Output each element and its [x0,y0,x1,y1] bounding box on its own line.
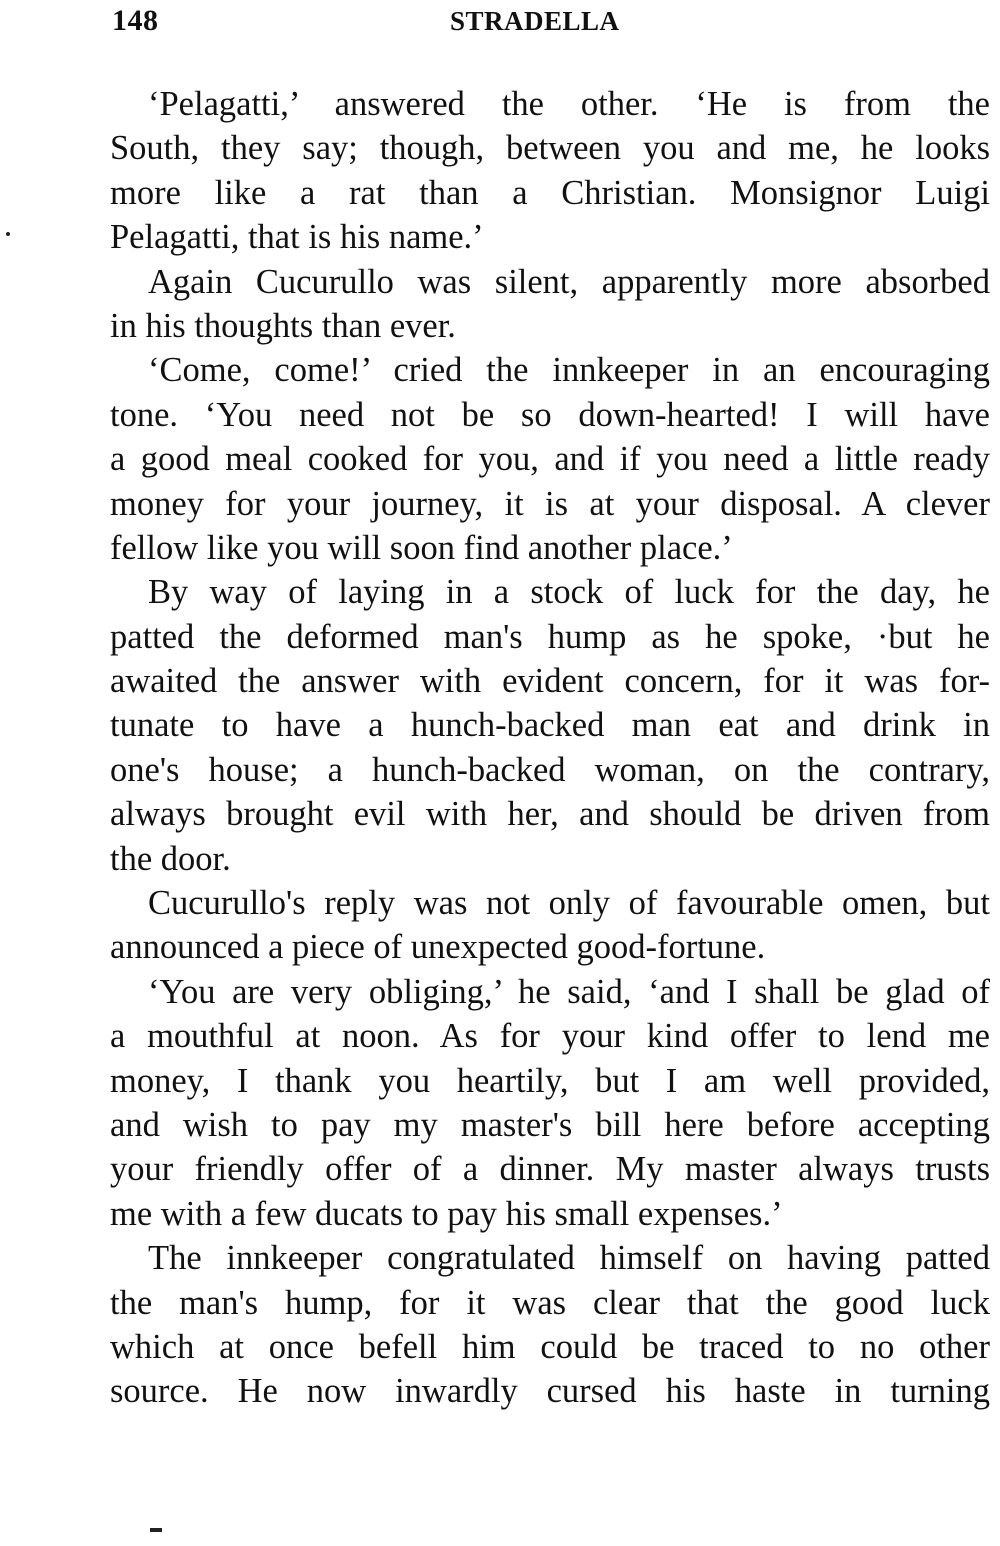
text-line: Pelagatti, that is his name.’ [110,218,484,257]
body-text [110,82,990,1414]
text-line: The innkeeper congratulated himself on having patted [148,1239,990,1278]
text-line: which at once befell him could be traced to no other [110,1327,990,1366]
text-line: always brought evil with her, and should be driven from [110,795,990,834]
text-line: me with a few ducats to pay his small expenses.’ [110,1194,783,1233]
text-line: ‘You are very obliging,’ he said, ‘and I shall be glad of [148,972,990,1011]
text-line: your friendly offer of a dinner. My master always trusts [110,1150,990,1189]
text-line: South, they say; though, between you and me, he looks [110,129,990,168]
print-speck [6,232,10,236]
text-line: more like a rat than a Christian. Monsignor Luigi [110,173,990,212]
text-line: Again Cucurullo was silent, apparently more absorbed [148,262,990,301]
print-speck [150,1528,162,1532]
text-line: source. He now inwardly cursed his haste in turning [110,1372,990,1411]
running-head [110,4,990,44]
text-line: By way of laying in a stock of luck for the day, he [148,573,990,612]
text-line: Cucurullo's reply was not only of favourable omen, but [148,884,990,923]
text-line: a good meal cooked for you, and if you need a little ready [110,440,990,479]
text-line: tone. ‘You need not be so down-hearted! I will have [110,395,990,434]
text-line: and wish to pay my master's bill here before accepting [110,1105,990,1144]
text-line: ‘Come, come!’ cried the innkeeper in an encouraging [148,351,990,390]
text-line: ‘Pelagatti,’ answered the other. ‘He is from the [148,85,990,123]
text-line: in his thoughts than ever. [110,306,456,345]
text-line: money, I thank you heartily, but I am well provided, [110,1061,990,1100]
text-line: awaited the answer with evident concern, for it was for- [110,662,990,701]
text-line: money for your journey, it is at your disposal. A clever [110,484,990,523]
text-line: the door. [110,839,231,878]
text-line: a mouthful at noon. As for your kind offer to lend me [110,1017,990,1056]
text-line: tunate to have a hunch-backed man eat and drink in [110,706,990,745]
page-number: 148 [112,4,159,37]
running-title: STRADELLA [450,6,620,36]
text-line: patted the deformed man's hump as he spoke, ·but he [110,617,990,656]
text-line: the man's hump, for it was clear that the good luck [110,1283,990,1322]
text-line: announced a piece of unexpected good-fortune. [110,928,766,967]
text-line: fellow like you will soon find another place.’ [110,528,733,567]
text-line: one's house; a hunch-backed woman, on the contrary, [110,750,990,789]
